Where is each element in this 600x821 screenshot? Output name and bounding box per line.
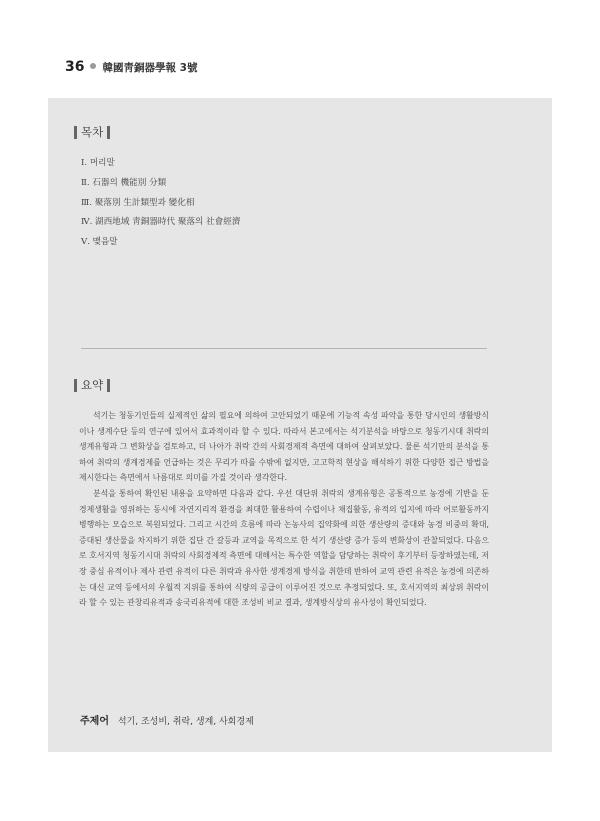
journal-title: 韓國靑銅器學報 3號	[102, 62, 198, 74]
section-divider	[81, 348, 487, 349]
toc-item: Ⅳ. 湖西地域 靑銅器時代 聚落의 社會經濟	[81, 217, 241, 228]
heading-bar-icon	[107, 379, 110, 392]
toc-item: Ⅴ. 맺음말	[81, 237, 118, 248]
heading-bar-icon	[107, 126, 110, 139]
summary-title: 요약	[81, 378, 104, 392]
summary-paragraph: 분석을 통하여 확인된 내용을 요약하면 다음과 같다. 우선 대단위 취락의 생계유형은 공통적으로 농경에 기반을 둔 경제생활을 영위하는 동시에 자연지리적 환경을 최대한 활용하여 수렵이나 채집활동, 유적의 입지에 따라 어로활동까지 병행하는 모습으로 복원되었다. 그리고 시간의 흐름에 따라 논농사의 집약화에 의한 생산량의 증대와 농경 비중의 확대, 증대된 생산물을 차지하기 위한 집단 간 갈등과 교역을 목적으로 한 석기 생산량 증가 등의 변화상이 관찰되었다. 다음으로 호서지역 청동기시대 취락의 사회경제적 측면에 대해서는 특수한 역할을 담당하는 취락이 후기부터 등장하였는데, 저장 중심 유적이나 제사 관련 유적이 다른 취락과 유사한 생계경제 방식을 취한데 반하여 교역 관련 유적은 농경에 의존하는 대신 교역 등에서의 우월적 지위를 통하여 식량의 공급이 이루어진 것으로 추정되었다. 또, 호서지역의 최상위 취락이라 할 수 있는 관창리유적과 송국리유적에 대한 조성비 비교 결과, 생계방식상의 유사성이 확인되었다.	[79, 488, 489, 608]
heading-bar-icon	[74, 126, 77, 139]
bullet-dot-icon	[90, 63, 96, 69]
toc-title: 목차	[81, 125, 104, 139]
summary-heading	[74, 377, 110, 393]
heading-bar-icon	[74, 379, 77, 392]
running-header	[65, 59, 197, 75]
table-of-contents	[81, 154, 240, 253]
toc-item: Ⅲ. 聚落別 生計類型과 變化相	[81, 197, 195, 208]
toc-heading	[74, 124, 110, 140]
page-number: 36	[65, 59, 85, 75]
toc-item: Ⅱ. 石器의 機能別 分類	[81, 177, 167, 188]
summary-body	[79, 408, 489, 611]
keywords-line	[80, 712, 254, 727]
keywords-terms: 석기, 조성비, 취락, 생계, 사회경제	[117, 717, 254, 727]
summary-paragraph: 석기는 청동기인들의 실제적인 삶의 필요에 의하여 고안되었기 때문에 기능적 속성 파악을 통한 당시인의 생활방식이나 생계수단 등의 연구에 있어서 효과적이라 할 수 있다. 따라서 본고에서는 석기분석을 바탕으로 청동기시대 취락의 생계유형과 그 변화상을 검토하고, 더 나아가 취락 간의 사회경제적 측면에 대하여 살펴보았다. 물론 석기만의 분석을 통하여 취락의 생계경제를 언급하는 것은 무리가 따를 수밖에 없지만, 고고학적 현상을 해석하기 위한 다양한 접근 방법을 제시한다는 측면에서 나름대로 의미를 가질 것이라 생각한다.	[79, 411, 489, 483]
abstract-panel	[48, 98, 552, 752]
toc-item: Ⅰ. 머리말	[81, 158, 115, 168]
keywords-label: 주제어	[80, 716, 109, 727]
